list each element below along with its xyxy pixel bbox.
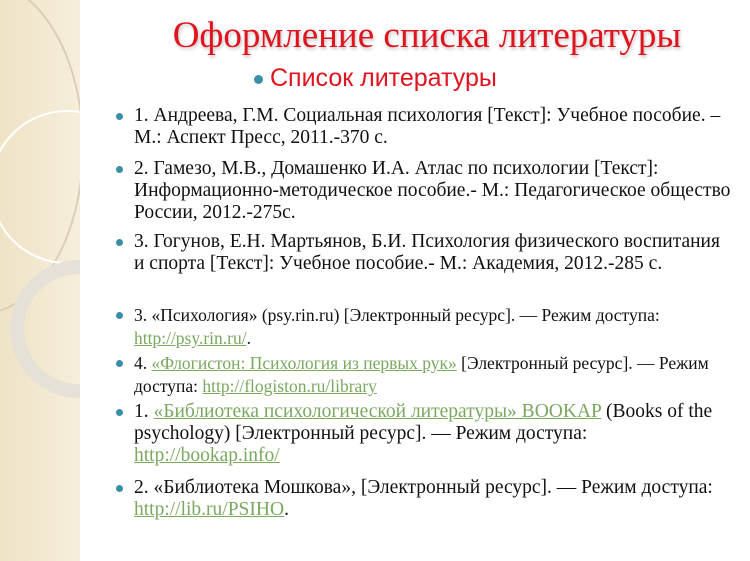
reference-text: 4.: [134, 353, 152, 373]
reference-link[interactable]: «Флогистон: Психология из первых рук»: [151, 353, 457, 373]
reference-link[interactable]: «Библиотека психологической литературы» BOOKAP: [153, 401, 602, 422]
reference-item: [134, 401, 734, 467]
bullet-icon: [116, 360, 123, 367]
reference-text: 2. «Библиотека Мошкова», [Электронный ресурс]. — Режим доступа:: [134, 477, 713, 498]
reference-item: [134, 158, 734, 224]
reference-text: (Books of the psychology) [Электронный ресурс]. — Режим доступа:: [134, 401, 713, 444]
reference-item: [134, 231, 734, 275]
reference-text: .: [284, 499, 289, 520]
bullet-icon: [116, 485, 123, 492]
bullet-icon: [116, 113, 123, 120]
reference-text: [Электронный ресурс]. — Режим доступа:: [134, 353, 709, 396]
reference-item: [134, 352, 734, 398]
decorative-side-strip: [0, 0, 80, 561]
bullet-icon: [116, 312, 123, 319]
bullet-icon: [116, 239, 123, 246]
reference-text: 2. Гамезо, М.В., Домашенко И.А. Атлас по психологии [Текст]: Информационно-методическое пособие.- М.: Педагогическое общество России, 2012.-275с.: [134, 158, 731, 223]
reference-link[interactable]: http://flogiston.ru/library: [202, 376, 377, 396]
reference-item: [134, 477, 734, 521]
reference-text: 1. Андреева, Г.М. Социальная психология [Текст]: Учебное пособие. – М.: Аспект Пресс, 2011.-370 с.: [134, 105, 721, 148]
slide-subtitle: [270, 64, 497, 93]
slide-title: Оформление списка литературы: [172, 15, 682, 56]
reference-text: 1.: [134, 401, 154, 422]
reference-text: .: [246, 328, 251, 348]
reference-text: 3. «Психология» (psy.rin.ru) [Электронный ресурс]. — Режим доступа:: [134, 305, 660, 325]
subtitle-text: Список литературы: [270, 64, 497, 92]
reference-item: [134, 304, 734, 350]
reference-link[interactable]: http://psy.rin.ru/: [134, 328, 247, 348]
reference-text: 3. Гогунов, Е.Н. Мартьянов, Б.И. Психология физического воспитания и спорта [Текст]: Учебное пособие.- М.: Академия, 2012.-285 с.: [134, 231, 720, 274]
decorative-ring: [0, 110, 80, 264]
reference-item: [134, 105, 734, 149]
bullet-icon: [116, 166, 123, 173]
bullet-icon: [116, 409, 123, 416]
reference-link[interactable]: http://bookap.info/: [134, 445, 280, 466]
reference-link[interactable]: http://lib.ru/PSIHO: [134, 499, 285, 520]
bullet-icon: [254, 75, 263, 84]
